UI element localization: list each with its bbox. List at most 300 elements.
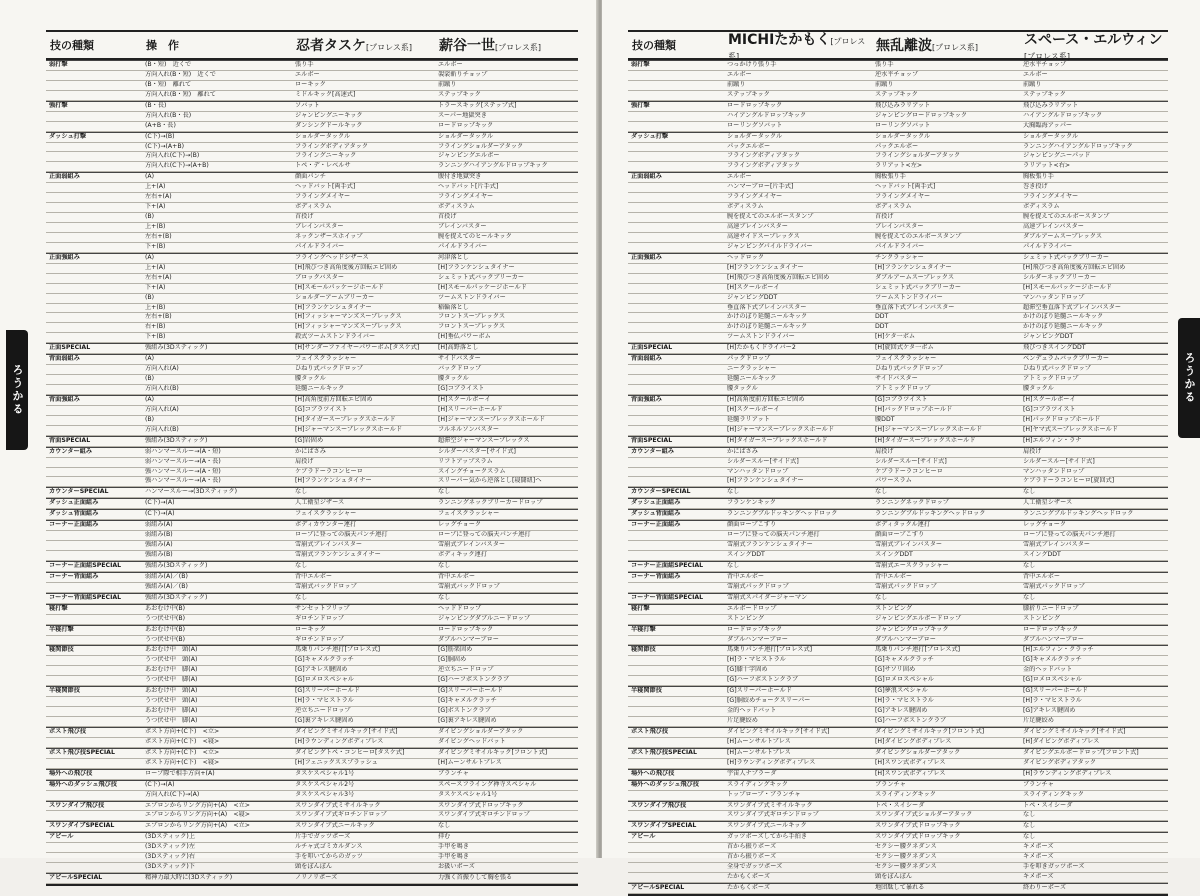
wrestler-4-name: 無乱離波: [876, 38, 932, 54]
table-row: [628, 873, 1168, 883]
move-cell: 人工衛星ジザース: [295, 499, 345, 507]
table-row: [46, 697, 578, 707]
move-cell: フライングメイヤー: [875, 193, 931, 201]
move-cell: [G]スリーパーホールド: [727, 687, 792, 695]
move-type-cell: ポスト飛び技: [631, 727, 669, 735]
move-cell: 腕を捉えてのエルボースタンプ: [875, 232, 962, 240]
move-type-cell: 半寝打撃: [631, 625, 656, 633]
move-cell: 超滞空ジャーマンスープレックス: [438, 436, 530, 444]
move-cell: スワンダイブ式ギロチンドロップ: [295, 811, 387, 819]
move-cell: [G]ハーフボストンクラブ: [875, 717, 947, 724]
move-cell: スワンダイブ式ショルダーアタック: [875, 811, 973, 819]
move-cell: ソバット: [295, 101, 320, 109]
move-cell: 弱組み(A): [145, 521, 173, 529]
move-cell: なし: [1023, 593, 1036, 601]
move-cell: 上+(A): [145, 263, 166, 271]
move-cell: フェイスクラッシャー: [875, 355, 937, 363]
table-row: [628, 487, 1168, 498]
move-cell: [G]裏アキレス腱固め: [295, 717, 354, 724]
move-cell: 袈裟斬りチョップ: [438, 70, 488, 78]
move-cell: なし: [1023, 822, 1036, 830]
move-cell: スリーパー気から逆落とし[寝闘紐]へ: [438, 477, 542, 485]
table-row: [628, 333, 1168, 343]
wrestler-3-style: [プロレス系]: [728, 36, 866, 61]
move-cell: ジャンピングエルボードロップ: [875, 614, 962, 622]
move-type-cell: ポスト飛び技SPECIAL: [49, 748, 115, 756]
move-cell: 下+(A): [145, 203, 166, 211]
move-cell: [H]フランケンシュタイナー: [727, 263, 804, 271]
move-cell: 頭をぽんぽん: [875, 873, 913, 881]
move-cell: (C下)→(B): [145, 132, 175, 140]
move-cell: ブレインバスター: [438, 223, 487, 230]
move-cell: ローキック: [295, 625, 326, 633]
table-row: [46, 365, 578, 375]
move-type-cell: コーナー背面組み: [49, 572, 99, 580]
table-row: [628, 172, 1168, 183]
move-cell: [H]フランケンシュタイナー: [875, 263, 952, 271]
table-row: [628, 101, 1168, 112]
move-type-cell: [628, 707, 724, 716]
move-cell: 前蹴り: [875, 80, 894, 88]
table-row: [46, 821, 578, 832]
move-cell: [G]夢浪スペシャル: [875, 687, 928, 695]
move-cell: [H]高野落とし: [438, 344, 479, 352]
move-cell: 雪崩式フランケンシュタイナー: [727, 541, 813, 549]
move-cell: フライングボディアタック: [727, 152, 801, 160]
table-row: [46, 791, 578, 801]
move-cell: 垂直落下式ブレインバスター: [875, 303, 955, 311]
move-type-cell: [628, 583, 724, 592]
table-row: [628, 354, 1168, 365]
move-cell: ケブラドーラコンヒーロ: [295, 467, 363, 475]
move-cell: スイングDDT: [875, 551, 913, 558]
move-type-cell: [628, 81, 724, 90]
move-cell: 方向入れ(B・長): [145, 111, 192, 119]
move-type-cell: [46, 707, 142, 716]
move-cell: (3Dスティック)左: [145, 843, 196, 851]
move-cell: 張り手: [295, 61, 314, 68]
move-cell: 宇宙人ナプラーダ: [727, 769, 777, 777]
move-cell: 膝折りニードロップ: [1023, 604, 1079, 612]
table-row: [46, 354, 578, 365]
move-cell: ローリングソバット: [727, 121, 783, 129]
move-type-cell: 寝打撃: [631, 604, 650, 612]
move-cell: 馬乗りパンチ連打[プロレス式]: [295, 646, 381, 654]
move-cell: バックドロップ: [438, 365, 482, 373]
move-cell: タスケスペシャル1号: [295, 769, 355, 777]
move-cell: 左右+(A): [145, 193, 172, 201]
move-type-cell: 半寝打撃: [49, 625, 74, 633]
move-cell: 前蹴り: [438, 80, 457, 88]
move-cell: [H]エルフィン・ラナ: [1023, 436, 1082, 444]
move-cell: 腰タックル: [438, 375, 469, 383]
table-row: [628, 477, 1168, 487]
table-row: [46, 676, 578, 686]
table-row: [46, 172, 578, 183]
table-row: [46, 853, 578, 863]
move-cell: 片足腱絞め: [1023, 717, 1054, 724]
move-cell: 強ハンマースルー→(A・短): [145, 467, 221, 475]
table-row: [46, 520, 578, 531]
table-row: [46, 811, 578, 821]
move-cell: ツームストンドライバー: [727, 333, 795, 341]
table-row: [46, 213, 578, 223]
move-cell: ロードロップキック: [727, 625, 783, 633]
move-cell: ダブルアームスープレックス: [875, 273, 955, 281]
move-cell: 腕を捉えてのエルボースタンプ: [727, 213, 814, 221]
move-cell: ヘッドロック: [727, 253, 765, 261]
move-type-cell: スワンダイブ飛び技: [49, 801, 105, 809]
table-row: [628, 223, 1168, 233]
move-cell: ひねり式バックドロップ: [295, 365, 363, 373]
move-type-cell: 背面強組み: [49, 395, 80, 403]
table-row: [46, 223, 578, 233]
move-cell: たかもくポーズ: [727, 873, 771, 881]
move-cell: [H]飛びつき高角度後方回転エビ固め: [1023, 263, 1126, 271]
move-cell: [G]コブライスト: [438, 385, 485, 392]
move-cell: ローリングソバット: [875, 121, 931, 129]
move-cell: 背中エルボー: [1023, 572, 1061, 580]
table-row: [628, 615, 1168, 625]
move-cell: 強ハンマースルー→(A・長): [145, 477, 221, 485]
move-cell: ボディタックル連打: [875, 521, 931, 529]
move-cell: スワンダイブ式ドロップキック: [875, 833, 961, 841]
move-type-cell: [628, 122, 724, 131]
table-row: [628, 697, 1168, 707]
move-cell: 延髄ラリアット: [727, 415, 770, 423]
move-cell: 弱ハンマースルー→(A・長): [145, 457, 221, 465]
table-row: [46, 615, 578, 625]
header-wrestler-1: [292, 35, 435, 55]
move-cell: (B): [145, 213, 155, 221]
table-row: [628, 780, 1168, 791]
table-row: [628, 821, 1168, 832]
move-cell: 背中エルボー: [438, 572, 476, 580]
move-type-cell: [628, 152, 724, 161]
move-cell: うつ伏せ中(B): [145, 635, 186, 643]
move-cell: [G]筋楽固め: [438, 646, 473, 654]
move-type-cell: 場外への飛び技: [631, 769, 675, 777]
table-row: [46, 274, 578, 284]
move-cell: トップロープ・ブランチャ: [727, 790, 801, 798]
move-cell: (C下)→(A): [145, 499, 175, 507]
table-row: [46, 385, 578, 395]
table-row: [46, 193, 578, 203]
move-cell: [G]胴絞めチョークスリーパー: [727, 697, 811, 705]
move-cell: ショルダータックル: [727, 132, 783, 140]
move-cell: スライディングキック: [727, 780, 788, 788]
table-row: [628, 385, 1168, 395]
move-type-cell: [628, 541, 724, 550]
move-cell: ストンピング: [1023, 614, 1061, 622]
table-row: [46, 843, 578, 853]
move-cell: トペ・デ・レベルサ: [295, 162, 351, 170]
move-type-cell: 場外へのダッシュ飛び技: [631, 780, 699, 788]
move-type-cell: 正面弱組み: [49, 173, 80, 181]
move-type-cell: [628, 717, 724, 726]
move-type-cell: ポスト飛び技: [49, 727, 87, 735]
move-type-cell: [46, 183, 142, 192]
table-row: [628, 304, 1168, 314]
move-type-cell: [46, 426, 142, 435]
move-cell: [G]スリーパーホールド: [295, 687, 360, 695]
move-cell: [G]キャメルクラッチ: [875, 656, 934, 664]
move-cell: [H]ラ・マヒストラル: [727, 656, 786, 664]
move-type-cell: [628, 243, 724, 252]
move-cell: [G]サソリ固め: [875, 666, 916, 674]
move-cell: フロントスープレックス: [438, 313, 506, 321]
move-cell: パイルドライバー: [438, 242, 488, 250]
table-row: [46, 780, 578, 791]
move-table-right: [628, 30, 1168, 896]
move-cell: エルボードロップ: [727, 604, 777, 612]
move-cell: ダブルハンマーブロー: [438, 635, 499, 643]
move-type-cell: [628, 162, 724, 171]
move-cell: 方向入れ(C下)→(A): [145, 790, 200, 798]
move-cell: [H]高角度前方回転エビ固め: [295, 395, 373, 403]
move-cell: 馬乗りパンチ連打[プロレス式]: [727, 646, 813, 654]
move-cell: フライングニーキック: [295, 152, 357, 160]
move-type-cell: 寝打撃: [49, 604, 68, 612]
table-row: [628, 604, 1168, 615]
move-cell: (B・長): [145, 101, 167, 109]
move-type-cell: [46, 666, 142, 675]
move-type-cell: 寝関節技: [49, 646, 74, 654]
table-row: [628, 843, 1168, 853]
move-cell: [H]スモールパッケージホールド: [438, 283, 527, 291]
move-cell: ダイビングミサイルキック[サイド式]: [727, 727, 830, 735]
table-row: [46, 406, 578, 416]
move-cell: スイングDDT: [727, 551, 765, 558]
move-type-cell: 背面SPECIAL: [631, 436, 673, 444]
table-row: [628, 863, 1168, 873]
move-cell: [H]スクールボーイ: [438, 395, 491, 403]
move-cell: ショルダータックル: [438, 132, 494, 140]
move-type-cell: [628, 304, 724, 313]
move-cell: 上+(A): [145, 183, 166, 191]
move-cell: [G]岩固め: [295, 436, 324, 444]
move-cell: 上+(B): [145, 223, 166, 230]
move-cell: ダイビングミサイルキック[フロント式]: [875, 727, 985, 735]
move-type-cell: コーナー正面組SPECIAL: [49, 561, 122, 569]
move-cell: [H]ダイビングボディプレス: [875, 737, 952, 745]
move-cell: ジャンピングロップキック: [875, 625, 949, 633]
move-type-cell: [46, 477, 142, 486]
move-cell: 飛び込みラリアット: [875, 101, 931, 109]
table-row: [46, 477, 578, 487]
move-cell: [H]ムーンサルトプレス: [727, 737, 791, 745]
header-move-type: 技の種類: [50, 39, 94, 52]
move-cell: フライングメイヤー: [727, 193, 783, 201]
move-type-cell: [46, 843, 142, 852]
move-cell: (3Dスティック)右: [145, 853, 196, 861]
table-row: [46, 162, 578, 172]
move-cell: スワンダイブ式ドロップキック: [438, 801, 524, 809]
move-type-cell: [628, 406, 724, 415]
move-type-cell: 強打撃: [631, 101, 650, 109]
move-cell: ショルダータックル: [875, 132, 931, 140]
move-cell: トペ・スイシーダ: [1023, 801, 1073, 809]
move-type-cell: [46, 551, 142, 560]
move-type-cell: [628, 333, 724, 342]
move-cell: [H]タイガースープレックスホールド: [875, 436, 976, 444]
table-row: [628, 625, 1168, 636]
move-table-left: [46, 30, 578, 886]
move-cell: 雪崩式パックドロップ: [875, 582, 937, 590]
table-row: [46, 436, 578, 447]
move-type-cell: [46, 863, 142, 872]
table-row: [628, 162, 1168, 172]
move-cell: キメポーズ: [1023, 853, 1054, 861]
move-cell: 金的ヘッドバット: [727, 707, 777, 715]
move-cell: ポスト方向+(C下) <寝>: [145, 758, 220, 766]
move-cell: [H]垂仏パワーボム: [438, 333, 491, 341]
move-cell: ガッツポーズしてから手拍き: [727, 833, 808, 841]
table-row: [628, 458, 1168, 468]
move-cell: 逆水平チョップ: [875, 70, 919, 78]
table-row: [628, 572, 1168, 583]
table-row: [628, 791, 1168, 801]
move-cell: 腕を捉えてのヒールキック: [438, 232, 512, 240]
move-type-cell: [46, 203, 142, 212]
move-cell: なし: [1023, 811, 1036, 819]
move-cell: パワースラム: [875, 477, 912, 485]
move-cell: たかもくポーズ: [727, 884, 771, 891]
table-row: [628, 71, 1168, 81]
wrestler-2-name: 薪谷一世: [439, 38, 495, 54]
move-cell: 強組み(3Dスティック): [145, 436, 208, 444]
move-cell: マンハッタンドロップ: [1023, 293, 1085, 301]
move-cell: ラリアット<左>: [875, 162, 923, 170]
move-cell: 腰タックル: [295, 375, 326, 383]
move-cell: ジャンピングパイルドライバー: [727, 242, 813, 250]
move-cell: ストンピング: [875, 604, 913, 612]
table-row: [628, 143, 1168, 153]
move-cell: ランニングハイアングルドロップキック: [438, 162, 548, 170]
move-cell: [H]たかもくドライバー2: [727, 344, 796, 352]
table-row: [628, 406, 1168, 416]
move-cell: アトミックドロップ: [1023, 375, 1079, 383]
move-cell: 下+(B): [145, 333, 166, 341]
move-cell: ステップキック: [727, 90, 770, 98]
move-cell: 方向入れ(C下)→(B): [145, 152, 200, 160]
move-cell: 高速ブレインバスター: [1023, 223, 1084, 230]
move-cell: 腰タックル: [727, 385, 758, 392]
move-type-cell: [628, 112, 724, 121]
move-cell: 胸板張り手: [875, 173, 906, 181]
table-row: [628, 365, 1168, 375]
move-cell: 手甲を鳴き: [438, 853, 469, 861]
move-type-cell: [46, 738, 142, 747]
table-row: [46, 375, 578, 385]
table-row: [628, 60, 1168, 71]
header-wrestler-2: [435, 35, 578, 55]
move-cell: ロードロップキック: [1023, 625, 1079, 633]
move-type-cell: 背面弱組み: [631, 355, 662, 363]
move-cell: 上+(B): [145, 303, 166, 311]
move-cell: 逆立ちニードロップ: [438, 666, 494, 674]
move-cell: 雪崩式ブレインバスター: [875, 541, 943, 549]
table-row: [46, 509, 578, 520]
move-cell: レッグチョーク: [438, 521, 482, 529]
table-row: [46, 801, 578, 812]
move-type-cell: ダッシュ背面組み: [631, 510, 681, 518]
move-cell: [G]アキレス腱固め: [875, 707, 928, 715]
table-row: [628, 264, 1168, 274]
move-cell: ロードロップキック: [438, 121, 494, 129]
move-cell: ヘッドバット[両手式]: [295, 183, 356, 191]
table-row: [46, 458, 578, 468]
table-row: [46, 294, 578, 304]
move-cell: あおむけ中 脚(A): [145, 666, 198, 674]
table-row: [628, 686, 1168, 697]
table-row: [46, 636, 578, 646]
move-type-cell: [46, 91, 142, 100]
move-type-cell: [46, 193, 142, 202]
move-cell: ランニングブルドッキングヘッドロック: [875, 510, 986, 518]
move-cell: [H]スリーパーホールド: [438, 405, 503, 413]
move-cell: フライングヘッドシザース: [295, 253, 369, 261]
move-type-cell: 正面弱組み: [631, 173, 662, 181]
move-type-cell: [628, 274, 724, 283]
move-cell: DDT: [875, 323, 889, 331]
move-cell: ボディスラム: [438, 203, 475, 211]
table-row: [46, 183, 578, 193]
table-row: [628, 132, 1168, 143]
wrestler-2-style: [プロレス系]: [495, 43, 542, 52]
move-cell: ミドルキック[高速式]: [295, 90, 356, 98]
chapter-tab-left: ろうかる: [6, 330, 28, 450]
move-cell: ニークラッシャー: [727, 365, 777, 373]
header-wrestler-4: [872, 35, 1020, 55]
table-row: [628, 284, 1168, 294]
move-cell: なし: [438, 561, 451, 569]
move-cell: 頭をぽんぽん: [295, 863, 333, 871]
move-cell: 雪崩式バックドロップ: [295, 582, 357, 590]
move-cell: ランニングハイアングルドロップキック: [1023, 142, 1133, 150]
move-cell: (B): [145, 293, 155, 301]
move-cell: 前蹴り: [1023, 80, 1042, 88]
move-type-cell: [628, 426, 724, 435]
table-row: [46, 71, 578, 81]
move-cell: ショルダーアームブリーカー: [295, 293, 375, 301]
table-row: [46, 759, 578, 769]
move-cell: [H]高角度前方回転エビ固め: [727, 395, 805, 403]
table-row: [628, 645, 1168, 656]
move-cell: フライングボディアタック: [727, 162, 801, 170]
move-cell: 金的ヘッドバット: [1023, 666, 1073, 674]
move-cell: スワンダイブ式ミサイルキック: [295, 801, 381, 809]
move-cell: 方向入れ(B・短) 近くで: [145, 70, 216, 78]
move-cell: (B・短) 近くで: [145, 61, 192, 68]
table-row: [46, 60, 578, 71]
move-cell: [H]ジャーマンスープレックスホールド: [875, 425, 983, 433]
move-cell: (C下)→(A): [145, 780, 175, 788]
table-header: [46, 32, 578, 60]
table-row: [628, 243, 1168, 253]
move-type-cell: アピール: [49, 833, 74, 841]
move-cell: 殺式ツームストンドライバー: [295, 333, 376, 341]
move-type-cell: [46, 71, 142, 80]
move-type-cell: スワンダイブSPECIAL: [631, 822, 697, 830]
table-row: [46, 717, 578, 727]
table-body: [46, 60, 578, 884]
move-cell: ひねり式バックドロップ: [1023, 365, 1091, 373]
move-cell: ロードロップキック: [438, 625, 494, 633]
move-cell: ダンシングドールキック: [295, 121, 363, 129]
move-type-cell: [46, 385, 142, 394]
move-cell: [G]キャメルクラッチ: [438, 697, 497, 705]
